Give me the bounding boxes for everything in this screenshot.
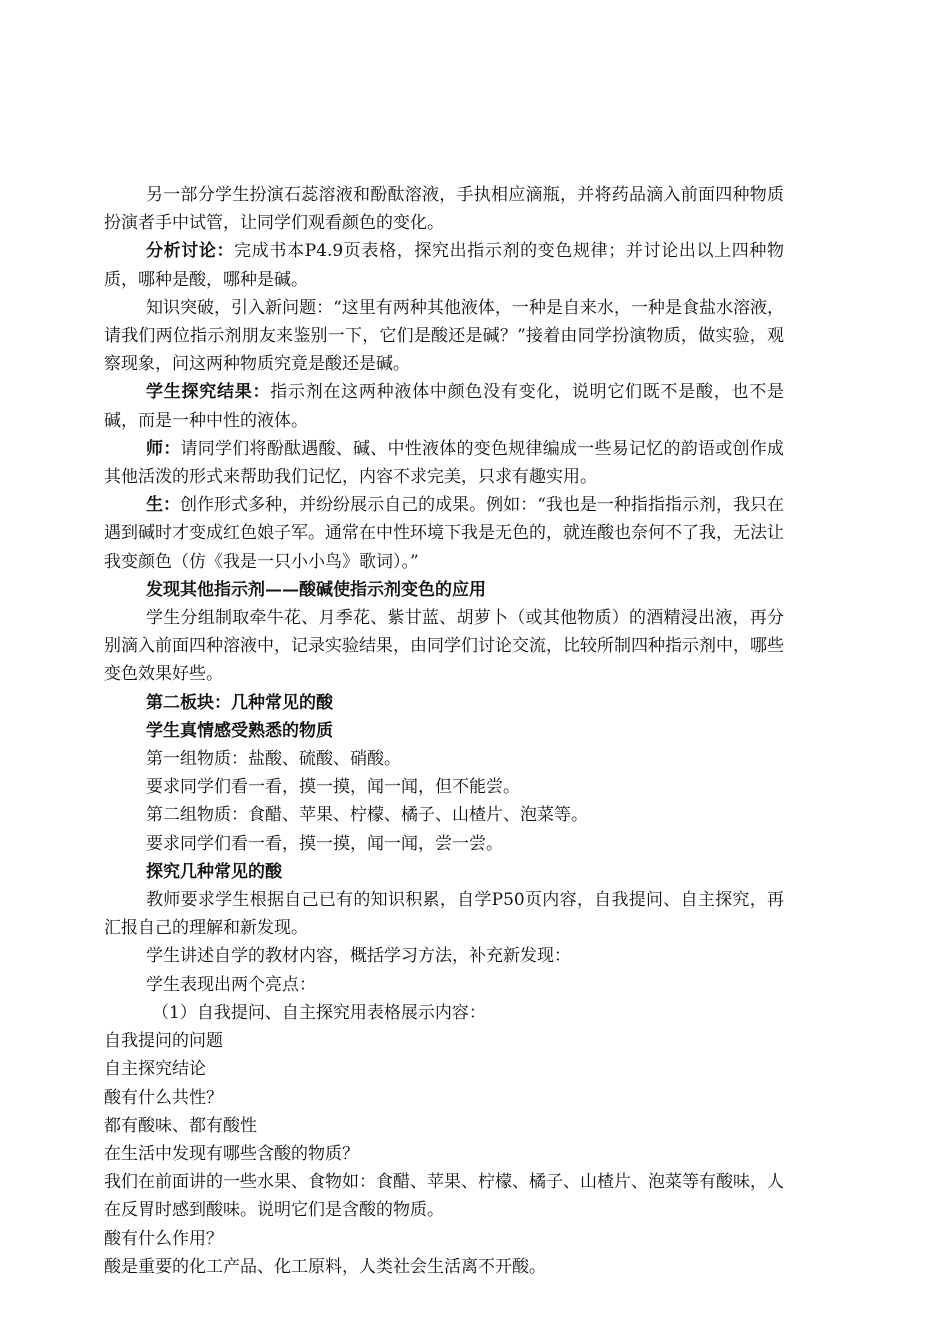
table-line: 酸是重要的化工产品、化工原料，人类社会生活离不开酸。: [104, 1256, 546, 1277]
paragraph-highlights: 学生表现出两个亮点：: [146, 974, 316, 995]
paragraph-text: 请同学们将酚酞遇酸、碱、中性液体的变色规律编成一些易记忆的韵语或创作成其他活泼的形式来帮助我们记忆，内容不求完美，只求有趣实用。: [104, 438, 784, 488]
table-line: 酸有什么共性？: [104, 1087, 223, 1108]
heading-familiar-substances: 学生真情感受熟悉的物质: [146, 720, 333, 741]
paragraph-analysis: [104, 237, 784, 293]
paragraph-text: 另一部分学生扮演石蕊溶液和酚酞溶液，手执相应滴瓶，并将药品滴入前面四种物质扮演者手中试管，让同学们观看颜色的变化。: [104, 185, 784, 234]
paragraph-result: [104, 378, 784, 434]
paragraph-extract: 学生分组制取牵牛花、月季花、紫甘蓝、胡萝卜（或其他物质）的酒精浸出液，再分别滴入前面四种溶液中，记录实验结果，由同学们讨论交流，比较所制四种指示剂中，哪些变色效果好些。: [104, 608, 784, 685]
line-requirement-two: 要求同学们看一看，摸一摸，闻一闻，尝一尝。: [146, 833, 503, 854]
paragraph-text: 完成书本P4.9页表格，探究出指示剂的变色规律；并讨论出以上四种物质，哪种是酸，哪种是碱。: [104, 241, 784, 290]
table-line: 都有酸味、都有酸性: [104, 1115, 257, 1136]
paragraph-text: 知识突破，引入新问题：“这里有两种其他液体，一种是自来水，一种是食盐水溶液，请我们两位指示剂朋友来鉴别一下，它们是酸还是碱？”接着由同学扮演物质，做实验，观察现象，问这两种物质究竟是酸还是碱。: [104, 297, 784, 375]
heading-section-two: 第二板块：几种常见的酸: [146, 692, 333, 713]
heading-other-indicators: 发现其他指示剂——酸碱使指示剂变色的应用: [146, 579, 486, 600]
table-line: 在生活中发现有哪些含酸的物质？: [104, 1143, 359, 1164]
paragraph-teacher: [104, 435, 784, 491]
table-line: 自我提问的问题: [104, 1031, 223, 1052]
paragraph-breakthrough: [104, 294, 784, 379]
paragraph-role-play: [104, 181, 784, 237]
paragraph-lead: 生：: [146, 495, 181, 516]
paragraph-lead: 分析讨论：: [146, 241, 235, 262]
paragraph-narrate: 学生讲述自学的教材内容，概括学习方法，补充新发现：: [146, 946, 571, 967]
document-page: [104, 181, 784, 1281]
line-group-one: 第一组物质：盐酸、硫酸、硝酸。: [146, 749, 401, 770]
heading-explore-acids: 探究几种常见的酸: [146, 861, 282, 882]
paragraph-table-intro: （1）自我提问、自主探究用表格展示内容：: [152, 1002, 486, 1023]
table-line: 自主探究结论: [104, 1059, 206, 1080]
table-line: 酸有什么作用？: [104, 1228, 223, 1249]
paragraph-text: 指示剂在这两种液体中颜色没有变化，说明它们既不是酸，也不是碱，而是一种中性的液体。: [104, 382, 785, 431]
paragraph-lead: 师：: [146, 438, 181, 459]
line-group-two: 第二组物质：食醋、苹果、柠檬、橘子、山楂片、泡菜等。: [146, 805, 588, 826]
table-line: 我们在前面讲的一些水果、食物如：食醋、苹果、柠檬、橘子、山楂片、泡菜等有酸味，人在反胃时感到酸味。说明它们是含酸的物质。: [104, 1172, 784, 1221]
paragraph-student: [104, 491, 784, 576]
paragraph-self-study: 教师要求学生根据自己已有的知识积累，自学P50页内容，自我提问、自主探究，再汇报自己的理解和新发现。: [104, 890, 784, 939]
line-requirement-one: 要求同学们看一看，摸一摸，闻一闻，但不能尝。: [146, 777, 520, 798]
paragraph-text: 创作形式多种，并纷纷展示自己的成果。例如：“我也是一种指指指示剂，我只在遇到碱时才变成红色娘子军。通常在中性环境下我是无色的，就连酸也奈何不了我，无法让我变颜色（仿《我是一只小小鸟》歌词）。”: [104, 495, 785, 572]
paragraph-lead: 学生探究结果：: [146, 382, 271, 403]
